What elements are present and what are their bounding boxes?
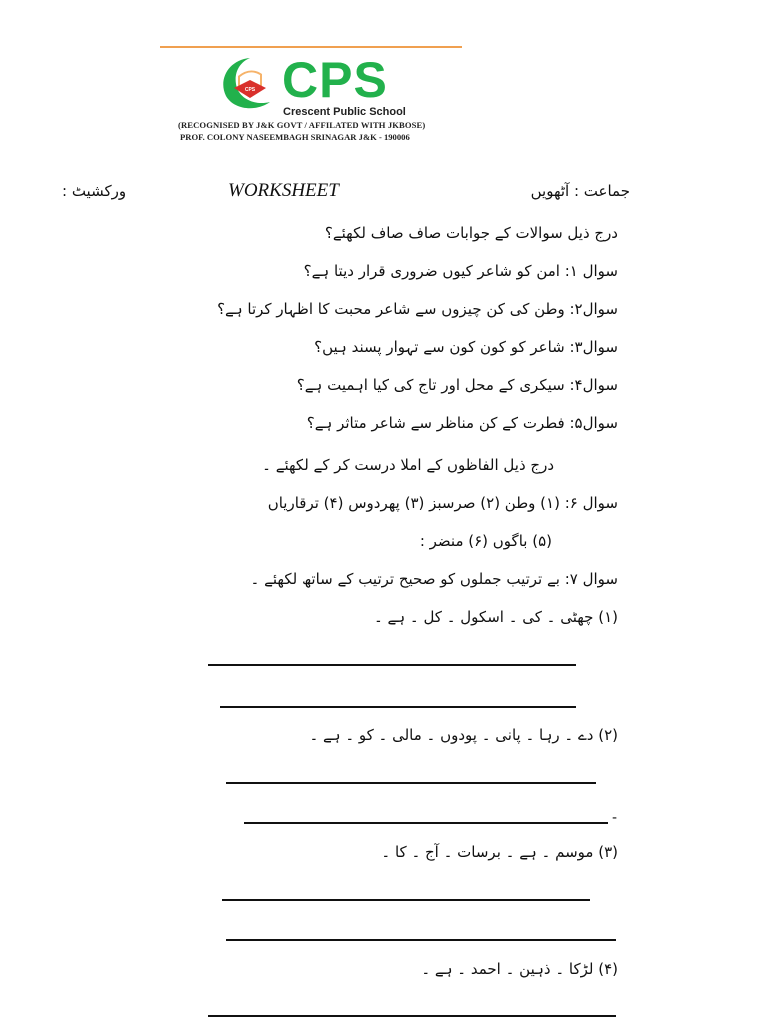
question-6-line-2: (۵) باگوں (۶) منضر : bbox=[419, 532, 552, 550]
section1-instruction: درج ذیل سوالات کے جوابات صاف صاف لکھئے؟ bbox=[324, 224, 618, 242]
question-3: سوال۳: شاعر کو کون کون سے تہوار پسند ہیں؟ bbox=[314, 338, 618, 356]
jumbled-sentence-3: (۳) موسم ۔ ہے ۔ برسات ۔ آج ۔ کا ۔ bbox=[381, 843, 618, 861]
answer-line[interactable] bbox=[208, 1015, 616, 1017]
question-4: سوال۴: سیکری کے محل اور تاج کی کیا اہمیت ہے؟ bbox=[296, 376, 618, 394]
answer-line[interactable] bbox=[222, 899, 590, 901]
class-label: جماعت : آٹھویں bbox=[530, 182, 630, 200]
school-name: Crescent Public School bbox=[283, 106, 406, 118]
jumbled-sentence-1: (۱) چھٹی ۔ کی ۔ اسکول ۔ کل ۔ ہے ۔ bbox=[373, 608, 618, 626]
school-recognition: (RECOGNISED BY J&K GOVT / AFFILATED WITH JKBOSE) bbox=[178, 120, 426, 130]
worksheet-title: WORKSHEET bbox=[228, 180, 339, 201]
svg-text:CPS: CPS bbox=[244, 87, 256, 93]
answer-line[interactable] bbox=[220, 706, 576, 708]
school-crest-icon bbox=[216, 54, 280, 112]
section2-instruction: درج ذیل الفاظوں کے املا درست کر کے لکھئے ۔ bbox=[262, 456, 554, 474]
question-2: سوال۲: وطن کی کن چیزوں سے شاعر محبت کا اظہار کرتا ہے؟ bbox=[217, 300, 618, 318]
worksheet-label: ورکشیٹ : bbox=[62, 182, 127, 200]
question-5: سوال۵: فطرت کے کن مناظر سے شاعر متاثر ہے؟ bbox=[306, 414, 618, 432]
question-1: سوال ۱: امن کو شاعر کیوں ضروری قرار دیتا ہے؟ bbox=[303, 262, 618, 280]
jumbled-sentence-4: (۴) لڑکا ۔ ذہین ۔ احمد ۔ ہے ۔ bbox=[421, 960, 618, 978]
answer-line[interactable] bbox=[208, 664, 576, 666]
header-top-rule bbox=[160, 46, 462, 48]
question-7-instruction: سوال ۷: بے ترتیب جملوں کو صحیح ترتیب کے ساتھ لکھئے ۔ bbox=[250, 570, 618, 588]
answer-line[interactable] bbox=[244, 822, 608, 824]
question-6-line-1: سوال ۶: (۱) وطن (۲) صرسبز (۳) پھردوس (۴) ترقاریاں bbox=[267, 494, 618, 512]
answer-line[interactable] bbox=[226, 782, 596, 784]
school-address: PROF. COLONY NASEEMBAGH SRINAGAR J&K - 190006 bbox=[180, 132, 410, 142]
line-end-dash: - bbox=[612, 810, 618, 826]
logo-text: CPS bbox=[282, 52, 388, 108]
answer-line[interactable] bbox=[226, 939, 616, 941]
jumbled-sentence-2: (۲) دے ۔ رہا ۔ پانی ۔ پودوں ۔ مالی ۔ کو ۔ ہے ۔ bbox=[309, 726, 618, 744]
